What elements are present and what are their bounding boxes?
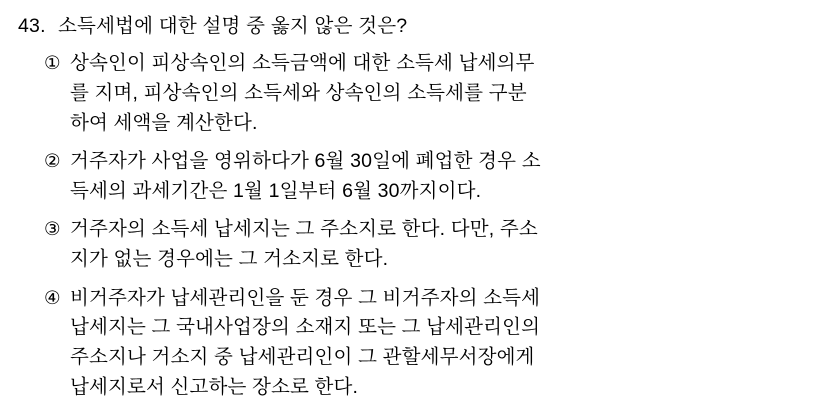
question-number: 43. [18,15,46,37]
choice-line: 를 지며, 피상속인의 소득세와 상속인의 소득세를 구분 [70,81,527,104]
choice-line: 주소지나 거소지 중 납세관리인이 그 관할세무서장에게 [70,345,535,368]
choice-text-3 [70,215,812,274]
choice-line: 하여 세액을 계산한다. [70,111,258,134]
choice-line: 비거주자가 납세관리인을 둔 경우 그 비거주자의 소득세 [70,286,541,309]
choice-line: 납세지로서 신고하는 장소로 한다. [70,375,359,398]
choice-text-1 [70,49,812,138]
choice-marker-4: ④ [44,286,61,308]
choice-line: 납세지는 그 국내사업장의 소재지 또는 그 납세관리인의 [70,316,541,339]
choice-list [18,49,812,402]
choice-marker-3: ③ [44,218,61,240]
choice-line: 득세의 과세기간은 1월 1일부터 6월 30까지이다. [70,179,482,202]
question-stem [18,12,812,41]
choice-option-3[interactable] [18,215,812,274]
choice-option-2[interactable] [18,147,812,206]
choice-text-2 [70,147,812,206]
choice-line: 거주자의 소득세 납세지는 그 주소지로 한다. 다만, 주소 [70,218,538,241]
choice-marker-2: ② [44,150,61,172]
choice-option-1[interactable] [18,49,812,138]
choice-text-4 [70,284,812,403]
choice-marker-1: ① [44,52,61,74]
choice-line: 지가 없는 경우에는 그 거소지로 한다. [70,248,389,270]
choice-option-4[interactable] [18,284,812,403]
choice-line: 거주자가 사업을 영위하다가 6월 30일에 폐업한 경우 소 [70,150,541,173]
question-text: 소득세법에 대한 설명 중 옳지 않은 것은? [58,15,408,37]
choice-line: 상속인이 피상속인의 소득금액에 대한 소득세 납세의무 [70,52,535,75]
